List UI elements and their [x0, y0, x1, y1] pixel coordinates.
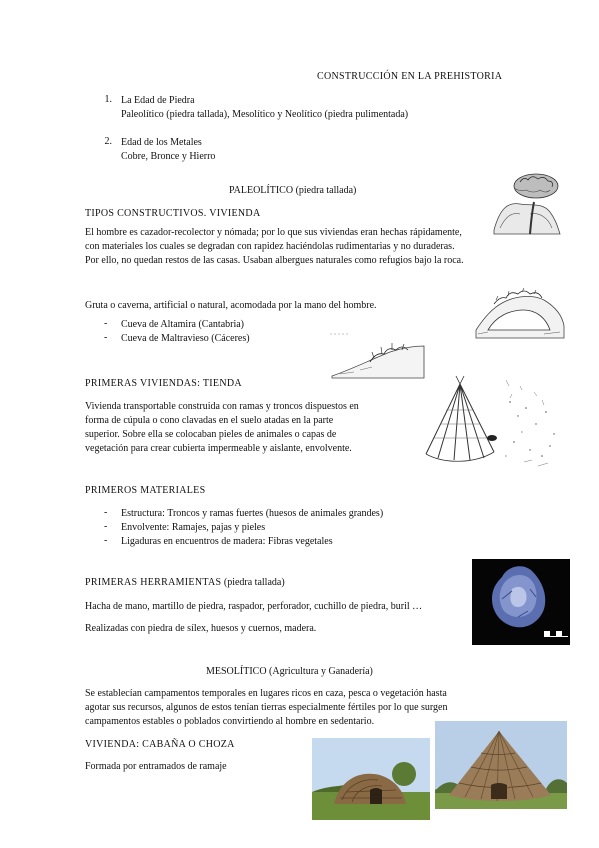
- list-item: Ligaduras en encuentros de madera: Fibras vegetales: [121, 536, 333, 547]
- hut-photo-2: [435, 721, 567, 809]
- list-item: Cueva de Maltravieso (Cáceres): [121, 333, 250, 344]
- list-dash: -: [104, 521, 108, 532]
- paragraph-line: Hacha de mano, martillo de piedra, raspador, perforador, cuchillo de piedra, buril …: [85, 601, 423, 612]
- paragraph-line: agotar sus recursos, algunos de estos tenían tierras especialmente fértiles por lo que surgen: [85, 702, 448, 713]
- section-heading: PALEOLÍTICO (piedra tallada): [229, 185, 357, 196]
- subsection-heading: TIPOS CONSTRUCTIVOS. VIVIENDA: [85, 208, 261, 219]
- cave-section-illustration: [474, 280, 566, 340]
- age-detail: Cobre, Bronce y Hierro: [121, 151, 216, 162]
- subsection-heading: VIVIENDA: CABAÑA O CHOZA: [85, 739, 235, 750]
- rock-shelter-tree-illustration: [490, 168, 562, 240]
- subsection-heading: PRIMERAS HERRAMIENTAS: [85, 577, 222, 588]
- hillside-shelter-illustration: [330, 330, 426, 380]
- paragraph-line: El hombre es cazador-recolector y nómada; por lo que sus viviendas eran hechas rápidamente,: [85, 227, 462, 238]
- page-title: CONSTRUCCIÓN EN LA PREHISTORIA: [317, 71, 503, 82]
- list-dash: -: [104, 535, 108, 546]
- subsection-heading-note: (piedra tallada): [223, 577, 285, 588]
- paragraph-line: Se establecían campamentos temporales en lugares ricos en caza, pesca o vegetación hasta: [85, 688, 447, 699]
- list-dash: -: [104, 507, 108, 518]
- flint-handaxe-photo: [472, 559, 570, 645]
- section-heading: MESOLÍTICO (Agricultura y Ganadería): [206, 666, 373, 677]
- paragraph-line: Formada por entramados de ramaje: [85, 761, 227, 772]
- paragraph-line: Vivienda transportable construida con ramas y troncos dispuestos en: [85, 401, 359, 412]
- paragraph-line: Realizadas con piedra de sílex, huesos y cuernos, madera.: [85, 623, 317, 634]
- list-number: 2.: [104, 136, 112, 147]
- paragraph-line: campamentos estables o poblados convirtiendo al hombre en sedentario.: [85, 716, 375, 727]
- list-item: Estructura: Troncos y ramas fuertes (huesos de animales grandes): [121, 508, 384, 519]
- list-dash: -: [104, 332, 108, 343]
- paragraph-line: Por ello, no quedan restos de las casas. Usaban albergues naturales como refugios bajo la roca.: [85, 255, 464, 266]
- hut-photo-1: [312, 738, 430, 820]
- list-number: 1.: [104, 94, 112, 105]
- paragraph-line: con materiales los cuales se degradan con rapidez haciéndolas rudimentarias y no duraderas.: [85, 241, 455, 252]
- paragraph-line: superior. Sobre ella se colocaban pieles de animales o capas de: [85, 429, 337, 440]
- age-name: La Edad de Piedra: [121, 95, 195, 106]
- list-item: Cueva de Altamira (Cantabria): [121, 319, 245, 330]
- subsection-heading-row: [85, 576, 285, 591]
- list-dash: -: [104, 318, 108, 329]
- paragraph-line: forma de cúpula o cono clavadas en el suelo atadas en la parte: [85, 415, 334, 426]
- paragraph-line: Gruta o caverna, artificial o natural, acomodada por la mano del hombre.: [85, 300, 377, 311]
- paragraph-line: vegetación para crear cubierta impermeable y aislante, envolvente.: [85, 443, 352, 454]
- subsection-heading: PRIMERAS VIVIENDAS: TIENDA: [85, 378, 242, 389]
- tent-illustration: [414, 372, 564, 472]
- list-item: Envolvente: Ramajes, pajas y pieles: [121, 522, 266, 533]
- subsection-heading: PRIMEROS MATERIALES: [85, 485, 206, 496]
- age-detail: Paleolítico (piedra tallada), Mesolítico y Neolítico (piedra pulimentada): [121, 109, 409, 120]
- age-name: Edad de los Metales: [121, 137, 202, 148]
